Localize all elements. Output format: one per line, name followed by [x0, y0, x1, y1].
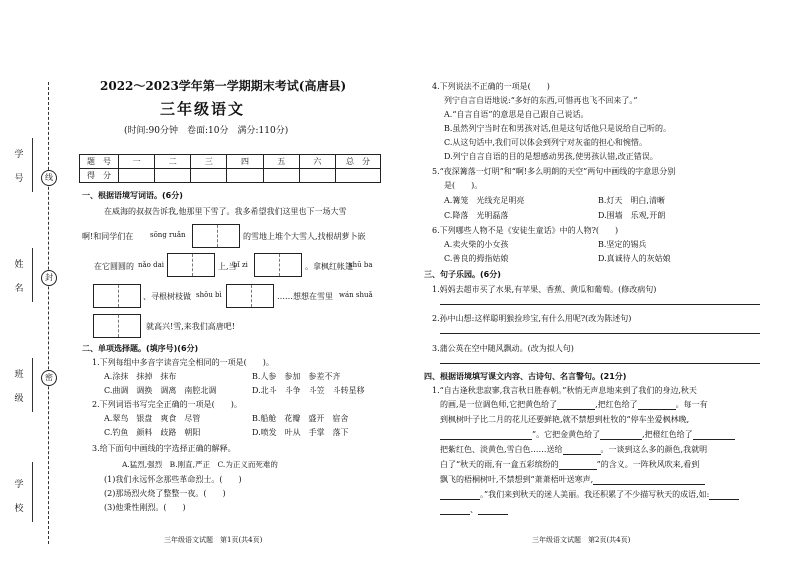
- option: C.钓鱼 颜料 歧路 朝阳: [104, 428, 201, 437]
- section-1-line-1: 在威海的叔叔告诉我,他那里下雪了。我多希望我们这里也下一场大雪: [104, 207, 347, 216]
- passage-line: [440, 445, 707, 455]
- score-cell[interactable]: [299, 169, 335, 183]
- passage-text: ,把红色给了: [595, 400, 638, 409]
- answer-box[interactable]: [167, 253, 215, 277]
- fill-blank[interactable]: [709, 499, 739, 500]
- section-2-heading: 二、单项选择题。(填序号)(6分): [82, 344, 199, 353]
- score-cell[interactable]: [191, 169, 227, 183]
- passage-line: [440, 490, 739, 500]
- score-header-cell: 题 号: [80, 155, 119, 169]
- passage-text: 。”我们来到秋天的迷人美丽。我还积累了不少描写秋天的成语,如:: [480, 490, 710, 499]
- footer-right: 三年级语文试题 第2页(共4页): [532, 536, 631, 544]
- question-2-3: 3.给下面句中画线的字选择正确的解释。: [92, 444, 236, 453]
- class-label: 班 级: [14, 370, 24, 404]
- binding-dashed-line: [48, 82, 49, 544]
- passage-text: 、: [470, 505, 478, 514]
- passage-line: [440, 430, 735, 440]
- name-label: 姓 名: [14, 260, 24, 294]
- score-cell[interactable]: [119, 169, 155, 183]
- section-3-heading: 三、句子乐园。(6分): [424, 270, 501, 279]
- question-2-4: 4.下列说法不正确的一项是( ): [432, 82, 550, 91]
- option: A.涂抹 抹掉 抹布: [104, 372, 177, 381]
- score-header-cell: 四: [227, 155, 263, 169]
- fill-blank[interactable]: [559, 469, 597, 470]
- passage-text: ”的含义。一阵秋风吹来,看到: [596, 460, 700, 469]
- option: D.真诚待人的灰姑娘: [598, 254, 671, 263]
- pinyin-label: sōng ruǎn: [150, 231, 186, 239]
- score-header-cell: 五: [263, 155, 299, 169]
- passage-line: 到枫树叶子比二月的花儿还要鲜艳,就不禁想到杜牧的“停车坐爱枫林晚,: [440, 415, 690, 424]
- passage-line: [440, 505, 508, 515]
- score-header-cell: 一: [119, 155, 155, 169]
- passage-text: 飘飞的梧桐树叶,不禁想到“萧萧梧叶送寒声,: [440, 475, 594, 484]
- fill-blank[interactable]: [693, 439, 735, 440]
- score-header-cell: 总 分: [336, 155, 381, 169]
- option: A.卖火柴的小女孩: [444, 240, 509, 249]
- score-row-label: 得 分: [80, 169, 119, 183]
- score-table: [79, 154, 381, 183]
- option: C.曲调 调换 调离 南腔北调: [104, 386, 217, 395]
- fill-blank[interactable]: [440, 514, 470, 515]
- passage-line: 1.“自古逢秋悲寂寥,我言秋日胜春朝。”秋悄无声息地来到了我们的身边,秋天: [432, 386, 697, 395]
- answer-box[interactable]: [93, 284, 141, 308]
- fill-blank[interactable]: [440, 439, 532, 440]
- question-2-1: 1.下列每组中多音字读音完全相同的一项是( )。: [92, 358, 274, 367]
- pinyin-label: bǐ zi: [233, 261, 248, 269]
- fill-blank[interactable]: [638, 409, 676, 410]
- fill-blank[interactable]: [557, 409, 595, 410]
- passage-line: [440, 460, 699, 470]
- sub-question: (2)那场烈火烧了整整一夜。( ): [104, 489, 226, 498]
- fill-blank[interactable]: [600, 439, 642, 440]
- score-cell[interactable]: [336, 169, 381, 183]
- school-label: 学 校: [14, 480, 24, 514]
- option: C.降落 光明磊落: [444, 211, 509, 220]
- score-cell[interactable]: [263, 169, 299, 183]
- passage-text: 白了“秋天的雨,有一盒五彩缤纷的: [440, 460, 559, 469]
- section-1-text: 的雪地上堆个大雪人,找根胡萝卜嵌: [243, 232, 366, 241]
- option: C.善良的拇指姑娘: [444, 254, 509, 263]
- option: D.喷发 叶从 手掌 落下: [252, 428, 349, 437]
- option: C.从这句话中,我们可以体会到列宁对灰雀的担心和惋惜。: [444, 138, 647, 147]
- sentence-task-2: 2.孙中山想:这样聪明猴捡珍宝,有什么用呢?(改为陈述句): [432, 314, 632, 323]
- score-header-cell: 三: [191, 155, 227, 169]
- option: B.坚定的锡兵: [598, 240, 647, 249]
- quote: 列宁自言自语地说:“多好的东西,可惜再也飞不回来了。”: [444, 96, 638, 105]
- section-1-text: 就高兴!雪,来我们高唐吧!: [146, 322, 235, 331]
- student-id-field[interactable]: [32, 138, 33, 192]
- answer-line[interactable]: [440, 304, 760, 305]
- passage-line: [440, 475, 705, 485]
- question-2-6: 6.下列哪些人物不是《安徒生童话》中的人物?( ): [432, 226, 619, 235]
- fill-blank[interactable]: [440, 499, 480, 500]
- score-cell[interactable]: [227, 169, 263, 183]
- option: D.北斗 斗争 斗笠 斗转星移: [252, 386, 365, 395]
- passage-text: 把紫红色、淡黄色,雪白色……送给: [440, 445, 563, 454]
- option: B.灯天 明白,清晰: [598, 196, 665, 205]
- sub-question: (3)他秉性刚烈。( ): [104, 503, 186, 512]
- answer-box[interactable]: [93, 314, 141, 338]
- pinyin-label: wán shuǎ: [339, 291, 373, 299]
- section-1-text: 在它圆圆的: [94, 262, 134, 271]
- pinyin-label: shǒu bì: [196, 291, 222, 299]
- binding-mark-seal: 封: [41, 270, 57, 286]
- binding-mark-line: 线: [41, 170, 57, 186]
- sub-question: (1)我们永远怀念那些革命烈士。( ): [104, 475, 242, 484]
- section-4-heading: 四、根据语境填写课文内容、古诗句、名言警句。(21分): [424, 372, 627, 381]
- pinyin-label: shū ba: [349, 261, 373, 269]
- option: B.船舱 花瓣 盛开 宿舍: [252, 414, 349, 423]
- question-2-5-cont: 是( )。: [444, 181, 483, 190]
- sentence-task-3: 3.蒲公英在空中随风飘动。(改为拟人句): [432, 344, 574, 353]
- footer-left: 三年级语文试题 第1页(共4页): [164, 536, 263, 544]
- option: A.篝笼 光线充足明亮: [444, 196, 525, 205]
- passage-text: ”。它把金黄色给了: [532, 430, 601, 439]
- fill-blank[interactable]: [563, 454, 601, 455]
- exam-title: 2022～2023学年第一学期期末考试(高唐县): [100, 79, 347, 93]
- section-1-text: 。拿枫红帐篷: [305, 262, 353, 271]
- fill-blank[interactable]: [478, 514, 508, 515]
- exam-subtitle: 三年级语文: [160, 100, 246, 118]
- sentence-task-1: 1.妈妈去超市买了水果,有苹果、香蕉、黄瓜和葡萄。(修改病句): [432, 285, 657, 294]
- answer-box[interactable]: [226, 284, 274, 308]
- option: D.列宁自言自语的目的是想感动男孩,使男孩认错,改正错误。: [444, 152, 658, 161]
- section-1-text: 上,当: [218, 262, 237, 271]
- option: A.猛烈,强烈 B.刚直,严正 C.为正义而死难的: [122, 460, 278, 469]
- answer-box[interactable]: [192, 224, 240, 248]
- passage-text: 。每一有: [675, 400, 708, 409]
- passage-text: ,把橙红色给了: [642, 430, 693, 439]
- exam-info: (时间:90分钟 卷面:10分 满分:110分): [124, 126, 289, 136]
- passage-line: [440, 400, 708, 410]
- score-header-cell: 二: [155, 155, 191, 169]
- passage-text: 。一谈到这么多的颜色,我就明: [600, 445, 708, 454]
- class-field[interactable]: [32, 358, 33, 412]
- answer-line[interactable]: [440, 363, 760, 364]
- option: D.围墙 乐观,开朗: [598, 211, 666, 220]
- option: A.翠鸟 银盘 爽食 尽管: [104, 414, 201, 423]
- option: B.虽然列宁当时在和男孩对话,但是这句话他只是说给自己听的。: [444, 124, 671, 133]
- score-cell[interactable]: [155, 169, 191, 183]
- section-1-text: 啊!和同学们在: [82, 232, 134, 241]
- student-id-label: 学 号: [14, 150, 24, 184]
- answer-box[interactable]: [254, 253, 302, 277]
- section-1-text: 、寻根树枝做: [143, 292, 191, 301]
- passage-text: 的画,是一位调色师,它把黄色给了: [440, 400, 558, 409]
- fill-blank[interactable]: [593, 484, 705, 485]
- question-2-5: 5.“夜深篝落一灯明”和“啊!多么明朗的天空”两句中画线的字意思分别: [432, 167, 676, 176]
- pinyin-label: nǎo dai: [138, 261, 165, 269]
- option: A.“自言自语”的意思是自己跟自己说话。: [444, 110, 589, 119]
- score-header-cell: 六: [299, 155, 335, 169]
- section-1-heading: 一、根据语境写词语。(6分): [82, 191, 183, 200]
- school-field[interactable]: [32, 462, 33, 522]
- binding-mark-secret: 密: [41, 370, 57, 386]
- option: B.人参 参加 参差不齐: [252, 372, 341, 381]
- answer-line[interactable]: [440, 333, 760, 334]
- section-1-text: ……想想在雪里: [277, 292, 333, 301]
- name-field[interactable]: [32, 248, 33, 302]
- question-2-2: 2.下列词语书写完全正确的一项是( )。: [92, 400, 242, 409]
